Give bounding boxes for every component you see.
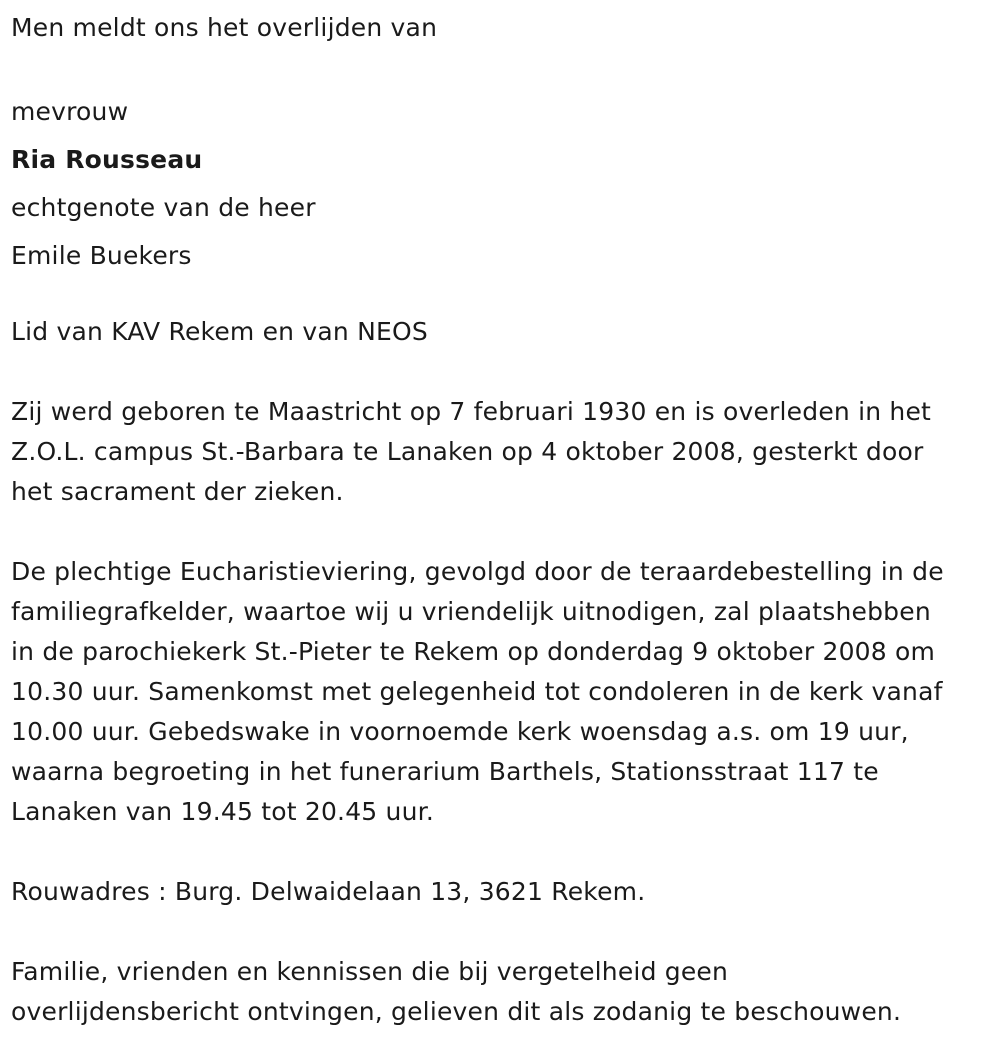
deceased-name: Ria Rousseau xyxy=(11,145,203,174)
spacer xyxy=(11,912,991,952)
closing-line: overlijdensbericht ontvingen, gelieven dit als zodanig te beschouwen. xyxy=(11,997,902,1026)
funeral-line: in de parochiekerk St.-Pieter te Rekem op donderdag 9 oktober 2008 om xyxy=(11,637,936,666)
funeral-line: 10.00 uur. Gebedswake in voornoemde kerk woensdag a.s. om 19 uur, xyxy=(11,717,909,746)
spacer xyxy=(11,512,991,552)
spacer xyxy=(11,48,991,88)
funeral-line: familiegrafkelder, waartoe wij u vriendelijk uitnodigen, zal plaatshebben xyxy=(11,597,931,626)
closing-line: Familie, vrienden en kennissen die bij vergetelheid geen xyxy=(11,957,729,986)
funeral-line: De plechtige Eucharistieviering, gevolgd door de teraardebestelling in de xyxy=(11,557,944,586)
obituary-document xyxy=(11,8,991,1032)
deceased-title: mevrouw xyxy=(11,97,129,126)
funeral-line: Lanaken van 19.45 tot 20.45 uur. xyxy=(11,797,434,826)
intro-text: Men meldt ons het overlijden van xyxy=(11,13,438,42)
spouse-name: Emile Buekers xyxy=(11,241,192,270)
membership-text: Lid van KAV Rekem en van NEOS xyxy=(11,317,428,346)
spacer xyxy=(11,352,991,392)
birth-death-line: Zij werd geboren te Maastricht op 7 februari 1930 en is overleden in het xyxy=(11,397,932,426)
deceased-relation: echtgenote van de heer xyxy=(11,193,316,222)
closing-paragraph xyxy=(11,952,991,1032)
birth-death-paragraph xyxy=(11,392,991,512)
birth-death-line: het sacrament der zieken. xyxy=(11,477,344,506)
funeral-line: waarna begroeting in het funerarium Barthels, Stationsstraat 117 te xyxy=(11,757,879,786)
funeral-paragraph xyxy=(11,552,991,832)
spacer xyxy=(11,832,991,872)
mourning-address: Rouwadres : Burg. Delwaidelaan 13, 3621 Rekem. xyxy=(11,877,646,906)
birth-death-line: Z.O.L. campus St.-Barbara te Lanaken op 4 oktober 2008, gesterkt door xyxy=(11,437,924,466)
spacer xyxy=(11,280,991,312)
funeral-line: 10.30 uur. Samenkomst met gelegenheid tot condoleren in de kerk vanaf xyxy=(11,677,943,706)
